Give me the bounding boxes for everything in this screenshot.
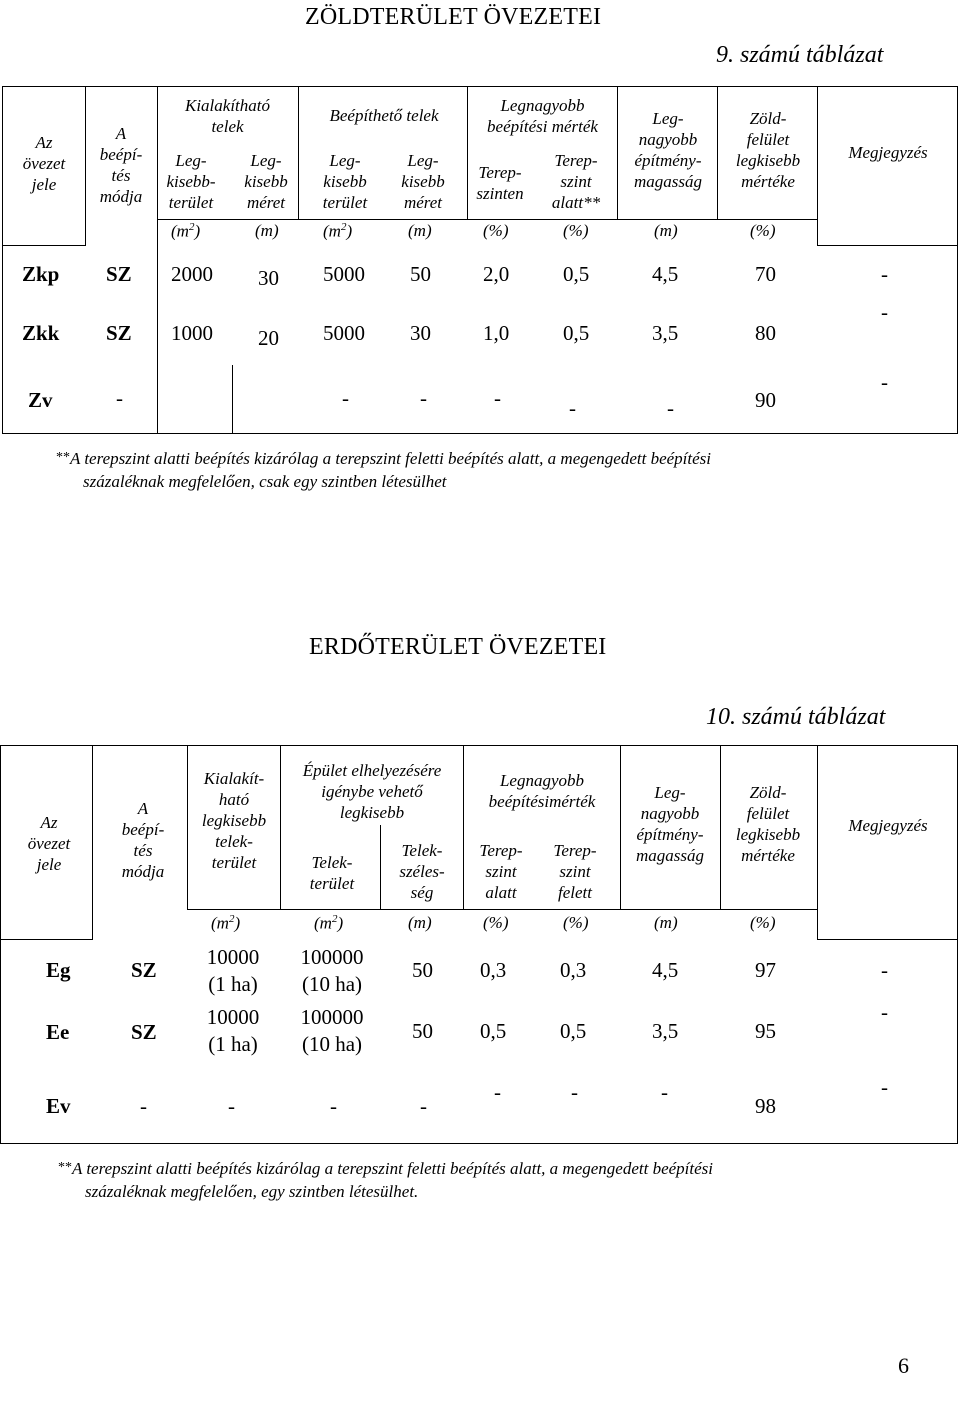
- t10-header-building-width: Telek- széles- ség: [399, 841, 445, 902]
- t10-cell: -: [420, 1094, 427, 1118]
- t10-build-mode: SZ: [131, 958, 157, 982]
- t9-unit-5: (%): [483, 221, 509, 240]
- t10-cell: 10000 (1 ha): [206, 945, 260, 996]
- t10-cell: 50: [412, 958, 433, 982]
- t9-cell: -: [116, 386, 123, 410]
- t9-cell: -: [881, 262, 888, 286]
- t9-zone-code: Zkk: [22, 321, 60, 345]
- t9-cell: 2000: [171, 262, 213, 286]
- t10-zone-code: Ee: [46, 1020, 70, 1044]
- t9-unit-8: (%): [750, 221, 776, 240]
- t9-cell: 20: [258, 326, 279, 350]
- t10-unit-2: $(m^2)$: [314, 913, 344, 933]
- t10-cell: -: [661, 1080, 668, 1104]
- t9-cell: -: [881, 300, 888, 324]
- t10-cell: 0,3: [560, 958, 587, 982]
- t9-header-green: Zöld- felület legkisebb mértéke: [735, 109, 801, 191]
- t9-cell: 1,0: [483, 321, 510, 345]
- t9-cell: -: [494, 386, 501, 410]
- t9-cell: 80: [755, 321, 776, 345]
- t10-cell: -: [140, 1094, 147, 1118]
- table9-number: 9. számú táblázat: [716, 42, 884, 68]
- t10-cell: 0,5: [480, 1019, 507, 1043]
- t10-unit-6: (m): [654, 913, 678, 932]
- t10-cell: -: [881, 958, 888, 982]
- t9-header-zone: Az övezet jele: [22, 133, 66, 194]
- t9-cell: 70: [755, 262, 776, 286]
- t9-unit-4: (m): [408, 221, 432, 240]
- t10-cell: 98: [755, 1094, 776, 1118]
- t10-header-building-area: Telek- terület: [309, 853, 355, 893]
- t9-cell: -: [420, 386, 427, 410]
- t9-cell: 0,5: [563, 262, 590, 286]
- t10-build-mode: SZ: [131, 1020, 157, 1044]
- t9-header-remark: Megjegyzés: [848, 143, 928, 162]
- t9-unit-7: (m): [654, 221, 678, 240]
- t9-header-lot-min-area: Leg- kisebb- terület: [166, 151, 216, 212]
- t9-header-coverage-ground: Terep- szinten: [476, 163, 524, 203]
- t9-header-lot-min-size: Leg- kisebb méret: [244, 151, 288, 212]
- t10-zone-code: Eg: [46, 958, 71, 982]
- t9-header-buildable-min-area: Leg- kisebb terület: [322, 151, 368, 212]
- t10-cell: 3,5: [652, 1019, 679, 1043]
- t9-cell: 3,5: [652, 321, 679, 345]
- t10-cell: -: [881, 1000, 888, 1024]
- t9-cell: -: [342, 386, 349, 410]
- table10-title: ERDŐTERÜLET ÖVEZETEI: [309, 634, 607, 660]
- t9-cell: -: [569, 396, 576, 420]
- t10-cell: 0,5: [560, 1019, 587, 1043]
- t9-unit-1: $(m^2)$: [171, 221, 201, 241]
- t10-cell: 10000 (1 ha): [206, 1005, 260, 1056]
- t10-header-building-group: Épület elhelyezésére igénybe vehető legkisebb: [302, 761, 442, 822]
- t10-cell: -: [228, 1094, 235, 1118]
- t10-cell: -: [571, 1080, 578, 1104]
- t10-cell: 50: [412, 1019, 433, 1043]
- t9-header-coverage-below: Terep- szint alatt**: [551, 151, 601, 212]
- t9-cell: 1000: [171, 321, 213, 345]
- t9-cell: 30: [410, 321, 431, 345]
- t10-cell: 4,5: [652, 958, 679, 982]
- t9-zone-code: Zv: [28, 388, 53, 412]
- t10-cell: 0,3: [480, 958, 507, 982]
- t9-header-max-height: Leg- nagyobb építmény- magasság: [633, 109, 702, 191]
- t9-footnote: **A terepszint alatti beépítés kizárólag a terepszint feletti beépítés alatt, a megengedett beépítési százaléknak megfelelően, csak egy szintben létesülhet: [56, 449, 711, 491]
- t9-cell: 5000: [323, 262, 365, 286]
- t10-header-coverage-below: Terep- szint alatt: [479, 841, 523, 902]
- t9-header-lot-group: Kialakítható telek: [185, 96, 270, 136]
- t10-cell: 95: [755, 1019, 776, 1043]
- t9-cell: 0,5: [563, 321, 590, 345]
- t9-cell: 4,5: [652, 262, 679, 286]
- t9-header-buildable-group: Beépíthető telek: [329, 106, 439, 125]
- t10-cell: 100000 (10 ha): [300, 1005, 364, 1056]
- t10-header-zone: Az övezet jele: [27, 813, 71, 874]
- t9-unit-3: $(m^2)$: [323, 221, 353, 241]
- t9-build-mode: SZ: [106, 262, 132, 286]
- t10-unit-3: (m): [408, 913, 432, 932]
- table9-title: ZÖLDTERÜLET ÖVEZETEI: [305, 4, 602, 30]
- t9-header-build-mode: A beépí- tés módja: [99, 124, 143, 206]
- t10-header-lot: Kialakít- ható legkisebb telek- terület: [201, 769, 267, 872]
- t9-cell: -: [881, 370, 888, 394]
- t10-cell: 100000 (10 ha): [300, 945, 364, 996]
- t10-unit-1: $(m^2)$: [211, 913, 241, 933]
- t10-unit-7: (%): [750, 913, 776, 932]
- t10-unit-5: (%): [563, 913, 589, 932]
- t9-cell: 30: [258, 266, 279, 290]
- t10-header-build-mode: A beépí- tés módja: [121, 799, 165, 881]
- t10-header-coverage-above: Terep- szint felett: [553, 841, 597, 902]
- t10-footnote: **A terepszint alatti beépítés kizárólag a terepszint feletti beépítés alatt, a megengedett beépítési százaléknak megfelelően, egy szintben létesülhet.: [58, 1159, 713, 1201]
- t9-header-buildable-min-size: Leg- kisebb méret: [401, 151, 445, 212]
- t9-cell: 2,0: [483, 262, 510, 286]
- table10-number: 10. számú táblázat: [706, 704, 886, 730]
- t10-zone-code: Ev: [46, 1094, 71, 1118]
- t10-header-remark: Megjegyzés: [848, 816, 928, 835]
- t9-header-coverage-group: Legnagyobb beépítési mérték: [487, 96, 598, 136]
- t10-header-coverage-group: Legnagyobb beépítésimérték: [488, 771, 596, 811]
- t10-cell: 97: [755, 958, 776, 982]
- t10-header-max-height: Leg- nagyobb építmény- magasság: [635, 783, 704, 865]
- t10-cell: -: [330, 1094, 337, 1118]
- t10-cell: -: [494, 1080, 501, 1104]
- t9-cell: -: [667, 396, 674, 420]
- page-number: 6: [898, 1353, 909, 1378]
- t10-cell: -: [881, 1075, 888, 1099]
- t9-build-mode: SZ: [106, 321, 132, 345]
- t9-cell: 5000: [323, 321, 365, 345]
- t10-unit-4: (%): [483, 913, 509, 932]
- t9-unit-6: (%): [563, 221, 589, 240]
- t9-unit-2: (m): [255, 221, 279, 240]
- t9-cell: 90: [755, 388, 776, 412]
- t10-header-green: Zöld- felület legkisebb mértéke: [735, 783, 801, 865]
- t9-cell: 50: [410, 262, 431, 286]
- t9-zone-code: Zkp: [22, 262, 60, 286]
